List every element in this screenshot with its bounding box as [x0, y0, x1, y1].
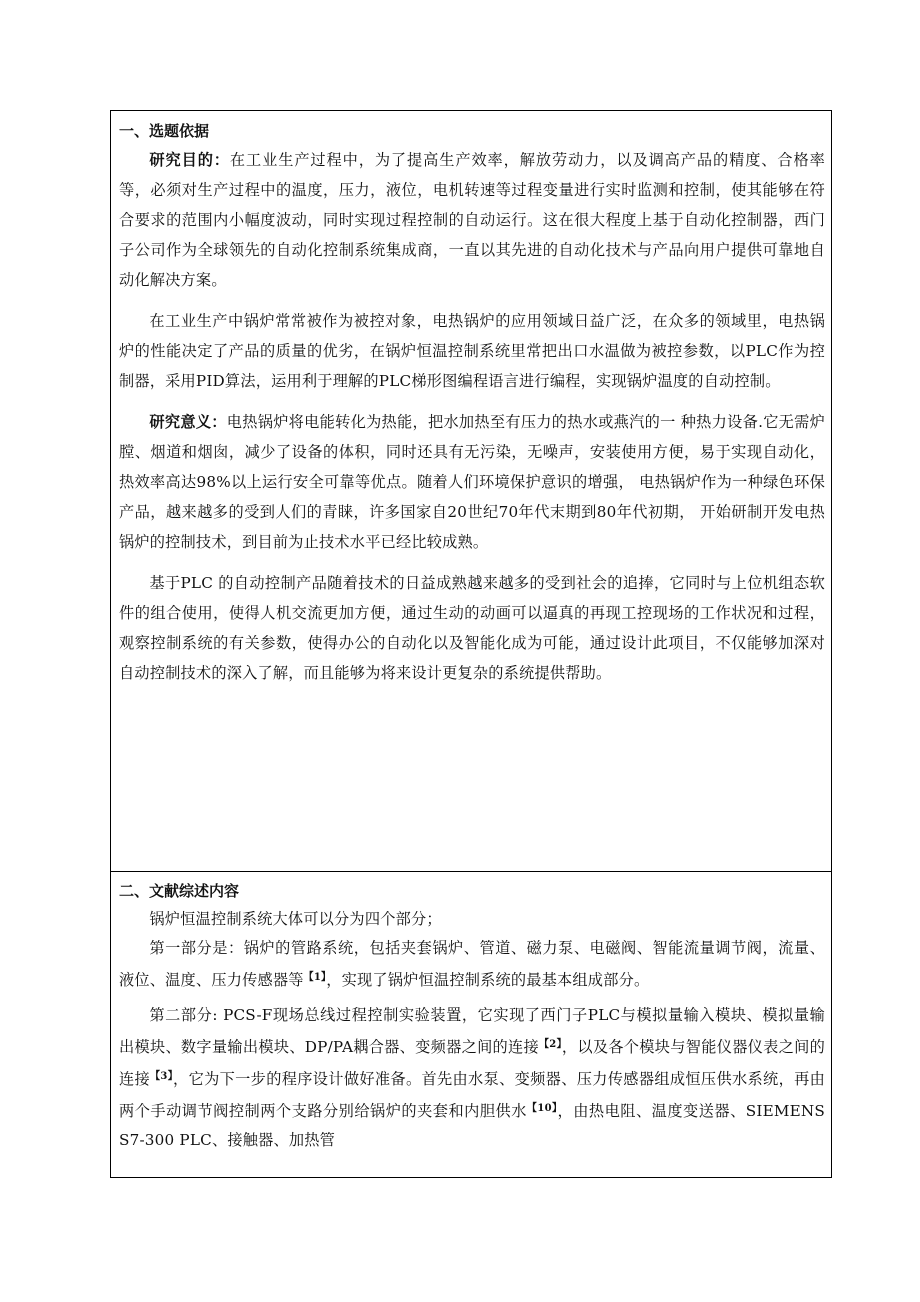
citation-ref: 【10】: [526, 1103, 558, 1114]
section-topic-basis: [119, 117, 825, 688]
section-heading: 一、选题依据: [119, 122, 210, 140]
paragraph-system-overview: 锅炉恒温控制系统大体可以分为四个部分；: [149, 910, 442, 928]
row-divider: [111, 871, 831, 872]
paragraph-research-significance: 研究意义：电热锅炉将电能转化为热能，把水加热至有压力的热水或燕汽的一 种热力设备.它无需炉膛、烟道和烟囱，减少了设备的体积，同时还具有无污染，无噪声，安装使用方便，易于实现自动化，热效率高达98%以上运行安全可靠等优点。随着人们环境保护意识的增强， 电热锅炉作为一种绿色环保产品，越来越多的受到人们的青睐，许多国家自20世纪70年代末期到80年代初期， 开始研制开发电热锅炉的控制技术，到目前为止技术水平已经比较成熟。: [119, 413, 826, 551]
paragraph-part-one: 第一部分是：锅炉的管路系统，包括夹套锅炉、管道、磁力泵、电磁阀、智能流量调节阀，流量、液位、温度、压力传感器等$^{【1】}$，实现了锅炉恒温控制系统的最基本组成部分。: [119, 939, 825, 989]
citation-ref: 【2】: [539, 1039, 562, 1050]
section-heading: 二、文献综述内容: [119, 882, 240, 900]
paragraph-boiler-control: 在工业生产中锅炉常常被作为被控对象，电热锅炉的应用领域日益广泛，在众多的领域里，电热锅炉的性能决定了产品的质量的优劣，在锅炉恒温控制系统里常把出口水温做为被控参数，以PLC作为控制器，采用PID算法，运用利于理解的PLC梯形图编程语言进行编程，实现锅炉温度的自动控制。: [119, 312, 825, 390]
section-literature-review: [119, 877, 825, 1155]
paragraph-research-purpose: 研究目的：在工业生产过程中，为了提高生产效率，解放劳动力，以及调高产品的精度、合格率等，必须对生产过程中的温度，压力，液位，电机转速等过程变量进行实时监测和控制，使其能够在符合要求的范围内小幅度波动，同时实现过程控制的自动运行。这在很大程度上基于自动化控制器，西门子公司作为全球领先的自动化控制系统集成商，一直以其先进的自动化技术与产品向用户提供可靠地自动化解决方案。: [119, 151, 825, 289]
paragraph-part-two: 第二部分: PCS-F现场总线过程控制实验装置，它实现了西门子PLC与模拟量输入模块、模拟量输出模块、数字量输出模块、DP/PA耦合器、变频器之间的连接$^{【2】}$，以及各个模块与智能仪器仪表之间的连接$^{【3】}$，它为下一步的程序设计做好准备。首先由水泵、变频器、压力传感器组成恒压供水系统，再由两个手动调节阀控制两个支路分别给锅炉的夹套和内胆供水$^{【10】}$，由热电阻、温度变送器、SIEMENS S7-300 PLC、接触器、加热管: [119, 1006, 826, 1149]
content-table: [110, 110, 832, 1178]
paragraph-plc-products: 基于PLC 的自动控制产品随着技术的日益成熟越来越多的受到社会的追捧，它同时与上位机组态软件的组合使用，使得人机交流更加方便，通过生动的动画可以逼真的再现工控现场的工作状况和过程，观察控制系统的有关参数，使得办公的自动化以及智能化成为可能，通过设计此项目，不仅能够加深对自动控制技术的深入了解，而且能够为将来设计更复杂的系统提供帮助。: [119, 574, 825, 682]
lead-label: 研究目的：: [149, 151, 230, 169]
citation-ref: 【1】: [303, 972, 327, 983]
citation-ref: 【3】: [150, 1071, 174, 1082]
lead-label: 研究意义：: [149, 413, 227, 431]
